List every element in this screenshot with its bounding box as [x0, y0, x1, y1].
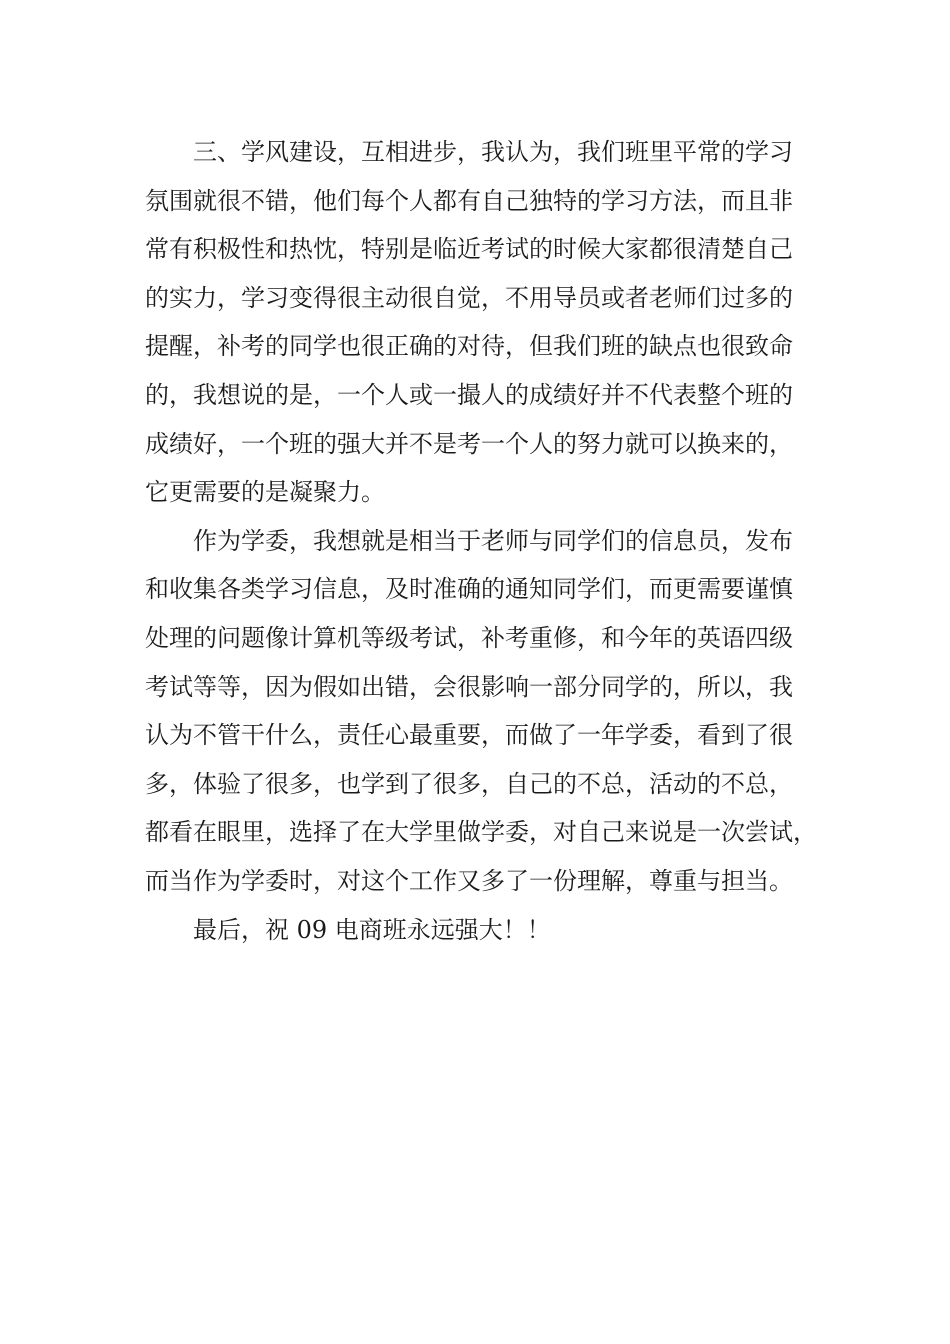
text-line: 和收集各类学习信息，及时准确的通知同学们，而更需要谨慎	[145, 575, 793, 604]
text-line: 的实力，学习变得很主动很自觉，不用导员或者老师们过多的	[145, 283, 793, 312]
text-line: 认为不管干什么，责任心最重要，而做了一年学委，看到了很	[145, 721, 793, 750]
text-line: 它更需要的是凝聚力。	[145, 478, 385, 507]
text-line: 成绩好，一个班的强大并不是考一个人的努力就可以换来的，	[145, 429, 793, 458]
text-line: 考试等等，因为假如出错，会很影响一部分同学的，所以，我	[145, 672, 793, 701]
text-line: 三、学风建设，互相进步，我认为，我们班里平常的学习	[193, 138, 793, 166]
text-line: 提醒，补考的同学也很正确的对待，但我们班的缺点也很致命	[145, 332, 793, 361]
text-line: 氛围就很不错，他们每个人都有自己独特的学习方法，而且非	[145, 186, 793, 215]
document-body	[145, 128, 815, 954]
text-line: 常有积极性和热忱，特别是临近考试的时候大家都很清楚自己	[145, 235, 793, 264]
text-line: 都看在眼里，选择了在大学里做学委，对自己来说是一次尝试，	[145, 818, 817, 847]
text-line: 作为学委，我想就是相当于老师与同学们的信息员，发布	[193, 526, 793, 555]
text-line: 而当作为学委时，对这个工作又多了一份理解，尊重与担当。	[145, 866, 793, 895]
text-line: 最后，祝 09 电商班永远强大！！	[193, 915, 551, 944]
text-line: 的，我想说的是，一个人或一撮人的成绩好并不代表整个班的	[145, 380, 793, 409]
text-line: 处理的问题像计算机等级考试，补考重修，和今年的英语四级	[145, 623, 793, 652]
text-line: 多，体验了很多，也学到了很多，自己的不总，活动的不总，	[145, 769, 793, 798]
